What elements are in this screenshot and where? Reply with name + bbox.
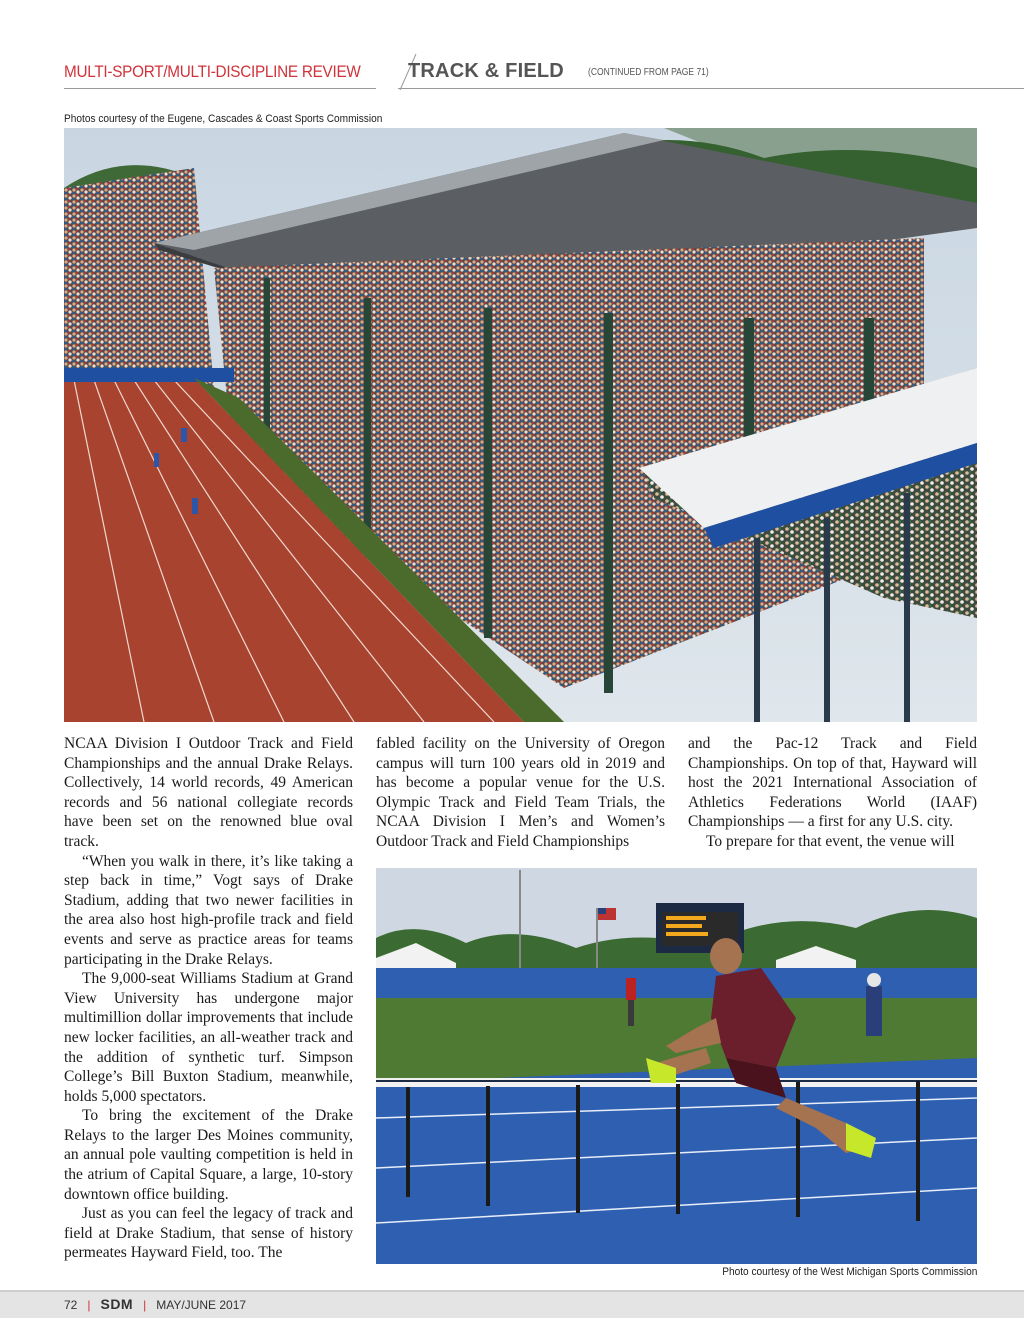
stadium-photo — [64, 128, 977, 722]
hurdler-photo — [376, 868, 977, 1264]
section-title: MULTI-SPORT/MULTI-DISCIPLINE REVIEW — [64, 62, 361, 81]
page-number: 72 — [64, 1298, 78, 1312]
footer-text — [64, 1296, 246, 1312]
header-rule-left — [64, 88, 376, 89]
footer-separator: | — [143, 1298, 147, 1312]
article-column-1 — [64, 734, 353, 1263]
paragraph: NCAA Division I Outdoor Track and Field Championships and the annual Drake Relays. Collectively, 14 world records, 49 American records and 56 national collegiate records have been set on the renowned blue oval track. — [64, 735, 353, 850]
paragraph: Just as you can feel the legacy of track and field at Drake Stadium, that sense of history permeates Hayward Field, too. The — [64, 1205, 353, 1262]
paragraph: “When you walk in there, it’s like taking a step back in time,” Vogt says of Drake Stadium, adding that two newer facilities in the area also host high-profile track and field events and serve as practice areas for teams participating in the Drake Relays. — [64, 852, 353, 968]
page-footer — [0, 1290, 1024, 1320]
paragraph: To prepare for that event, the venue will — [706, 832, 955, 850]
article-column-3 — [688, 734, 977, 852]
magazine-brand: SDM — [100, 1296, 134, 1312]
subsection-title: TRACK & FIELD — [408, 60, 564, 82]
paragraph: fabled facility on the University of Oregon campus will turn 100 years old in 2019 and has become a popular venue for the U.S. Olympic Track and Field Team Trials, the NCAA Division I Men’s and Women’s Outdoor Track and Field Championships — [376, 735, 665, 850]
page-header — [64, 52, 1024, 92]
paragraph: and the Pac-12 Track and Field Championships. On top of that, Hayward will host the 2021 International Association of Athletics Federations World (IAAF) Championships — a first for any U.S. city. — [688, 735, 977, 831]
photo-credit-top: Photos courtesy of the Eugene, Cascades & Coast Sports Commission — [64, 113, 383, 125]
footer-separator: | — [87, 1298, 91, 1312]
continued-note: (CONTINUED FROM PAGE 71) — [588, 67, 709, 78]
photo-credit-bottom: Photo courtesy of the West Michigan Sports Commission — [721, 1266, 977, 1278]
issue-date: MAY/JUNE 2017 — [156, 1298, 247, 1312]
paragraph: To bring the excitement of the Drake Relays to the larger Des Moines community, an annual pole vaulting competition is held in the atrium of Capital Square, a large, 10-story downtown office building. — [64, 1107, 353, 1203]
paragraph: The 9,000-seat Williams Stadium at Grand View University has undergone major multimillion dollar improvements that include new locker facilities, an all-weather track and the addition of synthetic turf. Simpson College’s Bill Buxton Stadium, meanwhile, holds 5,000 spectators. — [64, 970, 353, 1105]
header-rule — [398, 88, 1024, 89]
article-column-2 — [376, 734, 665, 852]
